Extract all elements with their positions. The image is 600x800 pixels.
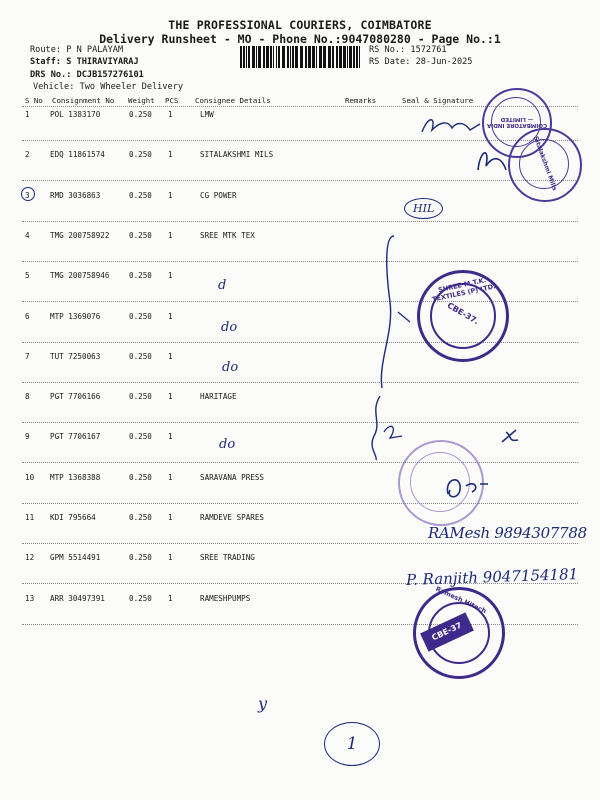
row-divider — [22, 221, 578, 222]
barcode-bar — [263, 46, 265, 68]
cell-weight: 0.250 — [129, 513, 152, 522]
barcode-bar — [276, 46, 277, 68]
ditto-mark-6: do — [221, 320, 238, 335]
cell-consignee: LMW — [200, 110, 214, 119]
barcode-bar — [332, 46, 334, 68]
col-header-consignment: Consignment No — [52, 96, 115, 105]
cell-pcs: 1 — [168, 513, 173, 522]
barcode-bar — [248, 46, 250, 68]
cell-cno: MTP 1369076 — [50, 311, 101, 321]
barcode-bar — [353, 46, 355, 68]
cell-consignee: RAMDEVE SPARES — [200, 513, 265, 522]
signature-9 — [498, 424, 522, 448]
ramesh-stamp-inner: CBE-37 — [420, 612, 474, 651]
barcode-bar — [305, 46, 307, 68]
row-divider — [22, 462, 578, 463]
col-header-pcs: PCS — [165, 96, 179, 105]
cell-weight: 0.250 — [129, 110, 152, 119]
barcode-bar — [356, 46, 358, 68]
cell-weight: 0.250 — [129, 472, 152, 482]
page-number-mark: 1 — [324, 722, 380, 766]
barcode-bar — [252, 46, 255, 68]
cell-cno: KDI 795664 — [50, 513, 96, 522]
cell-sno: 11 — [25, 513, 35, 522]
cell-pcs: 1 — [168, 553, 173, 563]
rs-date-text: RS Date: 28-Jun-2025 — [369, 57, 473, 67]
ditto-mark-5: d — [218, 278, 227, 293]
cell-pcs: 1 — [168, 593, 173, 603]
col-header-remarks: Remarks — [345, 96, 377, 105]
cell-sno: 8 — [25, 392, 30, 402]
cell-cno: TUT 7250063 — [50, 351, 101, 361]
cell-sno: 6 — [25, 311, 30, 321]
barcode-bar — [246, 46, 247, 68]
signature-10 — [440, 470, 494, 504]
cell-weight: 0.250 — [129, 271, 152, 281]
sitalakshmi-stamp-text: Sitalakshmi Mills — [531, 135, 559, 192]
barcode-bar — [339, 46, 342, 68]
cell-consignee: SREE MTK TEX — [200, 230, 255, 240]
cell-sno: 9 — [25, 432, 30, 442]
cell-sno: 4 — [25, 230, 30, 240]
hil-mark: HIL — [404, 198, 443, 219]
cell-weight: 0.250 — [129, 553, 152, 563]
ramesh-stamp-text: Ramesh Hitech — [434, 584, 488, 616]
row-divider — [22, 180, 578, 181]
barcode-bar — [290, 46, 291, 68]
barcode-bar — [308, 46, 311, 68]
barcode-bar — [349, 46, 352, 68]
ditto-mark-7: do — [222, 360, 239, 375]
cell-pcs: 1 — [168, 271, 173, 281]
signature-1 — [418, 112, 488, 142]
mtk-stamp-text: SHREE M.T.K. TEXTILES (P) LTD. — [431, 276, 497, 304]
barcode-bar — [243, 46, 245, 68]
bracket-mark — [368, 232, 418, 392]
cell-pcs: 1 — [168, 230, 173, 240]
vehicle-text: Vehicle: Two Wheeler Delivery — [33, 82, 184, 92]
cell-cno: GPM 5514491 — [50, 553, 101, 563]
barcode-bar — [336, 46, 338, 68]
ramesh-stamp — [413, 584, 505, 679]
cell-sno: 2 — [25, 150, 30, 160]
barcode-bar — [300, 46, 303, 68]
cell-pcs: 1 — [168, 351, 173, 361]
cell-sno: 1 — [25, 110, 30, 119]
cell-sno: 13 — [25, 593, 35, 603]
mtk-stamp-inner: CBE-37. — [445, 300, 481, 327]
barcode-bar — [270, 46, 272, 68]
row-divider — [22, 382, 578, 383]
cell-sno: 12 — [25, 553, 35, 563]
cell-cno: EDQ 11861574 — [50, 150, 105, 160]
page-title: THE PROFESSIONAL COURIERS, COIMBATORE — [168, 18, 432, 32]
barcode-bar — [295, 46, 298, 68]
cell-weight: 0.250 — [129, 432, 152, 442]
ditto-mark-9: do — [219, 437, 236, 452]
col-header-weight: Weight — [128, 96, 155, 105]
bottom-mark: y — [258, 694, 268, 713]
cell-weight: 0.250 — [129, 351, 152, 361]
mtk-stamp — [417, 270, 509, 362]
cell-pcs: 1 — [168, 190, 173, 200]
cell-weight: 0.250 — [129, 311, 152, 321]
row-divider — [22, 261, 578, 262]
row-divider — [22, 543, 578, 544]
cell-consignee: SITALAKSHMI MILS — [200, 150, 274, 160]
cell-weight: 0.250 — [129, 190, 152, 200]
cell-consignee: SREE TRADING — [200, 553, 255, 563]
barcode-bar — [258, 46, 261, 68]
sitalakshmi-stamp — [508, 128, 582, 202]
barcode-bar — [319, 46, 322, 68]
cell-cno: PGT 7706166 — [50, 392, 101, 402]
row-divider — [22, 422, 578, 423]
cell-cno: ARR 30497391 — [50, 593, 105, 603]
barcode-bar — [282, 46, 285, 68]
circle-mark-3 — [20, 186, 36, 202]
cell-consignee: CG POWER — [200, 190, 237, 200]
row-divider — [22, 503, 578, 504]
barcode-bar — [287, 46, 289, 68]
barcode-bar — [256, 46, 257, 68]
ramesh-signature: RAMesh 9894307788 — [428, 524, 587, 542]
cell-weight: 0.250 — [129, 230, 152, 240]
barcode-bar — [323, 46, 326, 68]
barcode-bar — [292, 46, 294, 68]
barcode-bar — [312, 46, 315, 68]
cell-cno: PGT 7706167 — [50, 432, 101, 442]
cell-cno: TMG 200758946 — [50, 271, 110, 281]
drs-text: DRS No.: DCJB157276101 — [30, 70, 144, 80]
cell-pcs: 1 — [168, 432, 173, 442]
barcode — [240, 46, 362, 68]
route-text: Route: P N PALAYAM — [30, 45, 124, 55]
cell-pcs: 1 — [168, 110, 173, 119]
signature-2 — [472, 140, 512, 180]
staff-text: Staff: S THIRAVIYARAJ — [30, 57, 139, 67]
barcode-bar — [343, 46, 346, 68]
col-header-seal: Seal & Signature — [402, 96, 474, 105]
bracket-mark-2 — [368, 392, 418, 462]
barcode-bar — [266, 46, 269, 68]
lmw-stamp-text: COIMBATORE INDIA — LIMITED — [486, 116, 548, 128]
barcode-bar — [347, 46, 348, 68]
cell-pcs: 1 — [168, 392, 173, 402]
barcode-bar — [328, 46, 331, 68]
cell-cno: POL 1383170 — [50, 110, 101, 119]
barcode-bar — [240, 46, 242, 68]
cell-sno: 5 — [25, 271, 30, 281]
col-header-consignee: Consignee Details — [195, 96, 271, 105]
page-subtitle: Delivery Runsheet - MO - Phone No.:9047080280 - Page No.:1 — [99, 32, 501, 46]
cell-consignee: SARAVANA PRESS — [200, 472, 265, 482]
cell-weight: 0.250 — [129, 150, 152, 160]
cell-weight: 0.250 — [129, 593, 152, 603]
cell-cno: TMG 200758922 — [50, 230, 110, 240]
cell-pcs: 1 — [168, 472, 173, 482]
col-header-sno: S No — [25, 96, 43, 105]
ranjith-signature: P. Ranjith 9047154181 — [405, 565, 579, 589]
cell-cno: MTP 1368388 — [50, 472, 101, 482]
barcode-bar — [359, 46, 360, 68]
cell-consignee: RAMESHPUMPS — [200, 593, 251, 603]
cell-consignee: HARITAGE — [200, 392, 237, 402]
cell-cno: RMD 3036863 — [50, 190, 101, 200]
cell-weight: 0.250 — [129, 392, 152, 402]
cell-sno: 10 — [25, 472, 35, 482]
cell-pcs: 1 — [168, 311, 173, 321]
barcode-bar — [316, 46, 317, 68]
barcode-bar — [278, 46, 280, 68]
rs-no-text: RS No.: 1572761 — [369, 45, 447, 55]
cell-pcs: 1 — [168, 150, 173, 160]
cell-sno: 3 — [25, 190, 30, 200]
cell-sno: 7 — [25, 351, 30, 361]
barcode-bar — [273, 46, 274, 68]
